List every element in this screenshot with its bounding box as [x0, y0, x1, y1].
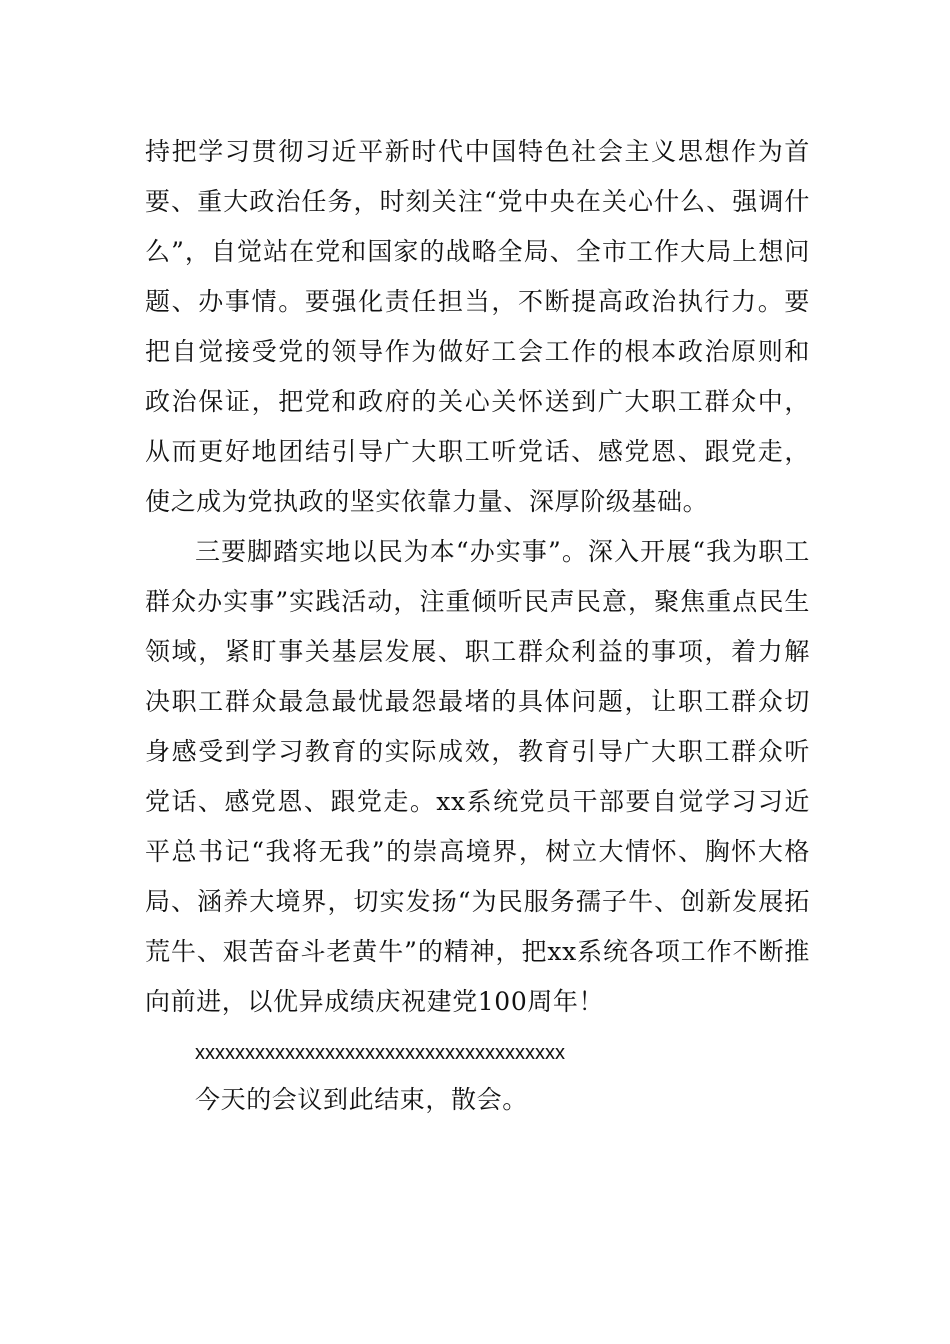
paragraph-point-three: 三要脚踏实地以民为本“办实事”。深入开展“我为职工群众办实事”实践活动，注重倾听民声民意，聚焦重点民生领域，紧盯事关基层发展、职工群众利益的事项，着力解决职工群众最急最忧最怨最堵的具体问题，让职工群众切身感受到学习教育的实际成效，教育引导广大职工群众听党话、感党恩、跟党走。xx系统党员干部要自觉学习习近平总书记“我将无我”的崇高境界，树立大情怀、胸怀大格局、涵养大境界，切实发扬“为民服务孺子牛、创新发展拓荒牛、艰苦奋斗老黄牛”的精神，把xx系统各项工作不断推向前进，以优异成绩庆祝建党100周年！: [145, 537, 810, 1016]
closing-statement: 今天的会议到此结束，散会。: [195, 1085, 528, 1114]
placeholder-separator-line: xxxxxxxxxxxxxxxxxxxxxxxxxxxxxxxxxxxxx: [195, 1042, 565, 1064]
document-body: [145, 127, 810, 1125]
paragraph-continuation: 持把学习贯彻习近平新时代中国特色社会主义思想作为首要、重大政治任务，时刻关注“党中央在关心什么、强调什么”，自觉站在党和国家的战略全局、全市工作大局上想问题、办事情。要强化责任担当，不断提高政治执行力。要把自觉接受党的领导作为做好工会工作的根本政治原则和政治保证，把党和政府的关心关怀送到广大职工群众中，从而更好地团结引导广大职工听党话、感党恩、跟党走，使之成为党执政的坚实依靠力量、深厚阶级基础。: [145, 137, 810, 516]
